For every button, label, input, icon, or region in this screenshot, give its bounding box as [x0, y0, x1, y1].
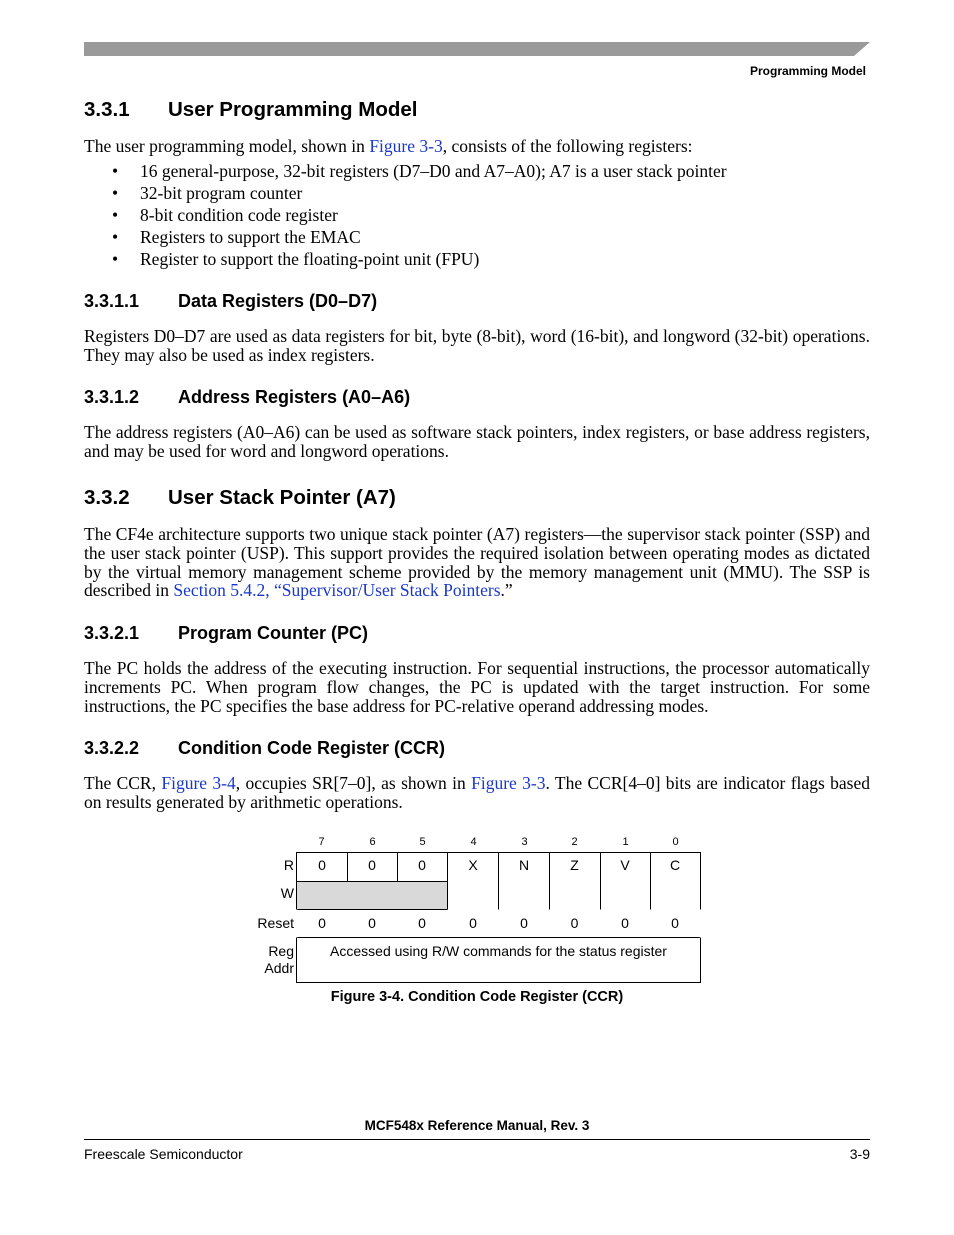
reset-bit-value: 0: [570, 915, 579, 931]
section-heading-3-3-2-2: 3.3.2.2 Condition Code Register (CCR): [84, 738, 445, 758]
r-bit-value: 0: [318, 857, 326, 873]
link-figure-3-4[interactable]: Figure 3-4: [161, 773, 236, 793]
section-heading-3-3-2-1: 3.3.2.1 Program Counter (PC): [84, 623, 369, 643]
row-label-w: W: [280, 885, 294, 901]
list-item: • 8-bit condition code register: [112, 205, 338, 225]
section-heading-3-3-2: 3.3.2 User Stack Pointer (A7): [84, 486, 396, 509]
section-heading-3-3-1-1: 3.3.1.1 Data Registers (D0–D7): [84, 291, 378, 311]
bit-number: 3: [521, 836, 528, 848]
section-3-3-1-intro: The user programming model, shown in Figure 3-3, consists of the following registers:: [84, 136, 693, 156]
bit-number: 2: [571, 836, 578, 848]
bit-number: 0: [672, 836, 679, 848]
r-bit-value: X: [468, 857, 478, 873]
r-bit-value: C: [669, 857, 681, 873]
link-figure-3-3[interactable]: Figure 3-3: [369, 136, 443, 156]
r-bit-value: 0: [368, 857, 376, 873]
running-title: Programming Model: [749, 64, 866, 78]
link-figure-3-3[interactable]: Figure 3-3: [471, 773, 546, 793]
list-item: • Registers to support the EMAC: [112, 227, 361, 247]
section-3-3-1-2-body: The address registers (A0–A6) can be used as software stack pointers, index registers, or base address registers, and may be used for word and longword operations.: [84, 422, 870, 461]
reserved-shade: [297, 881, 447, 909]
section-3-3-2-1-body: The PC holds the address of the executing instruction. For sequential instructions, the processor automatically increments PC. When program flow changes, the PC is updated with the target instruction. For some instructions, the PC specifies the base address for PC-relative operand addressing modes.: [84, 658, 870, 716]
reset-bit-value: 0: [318, 915, 326, 931]
bit-number: 5: [419, 836, 426, 848]
register-address-note: Accessed using R/W commands for the status register: [330, 943, 667, 959]
register-list: [112, 161, 727, 271]
section-3-3-1-1-body: Registers D0–D7 are used as data registers for bit, byte (8-bit), word (16-bit), and longword (32-bit) operations. They may also be used as index registers.: [84, 326, 870, 365]
r-bit-value: 0: [418, 857, 426, 873]
list-item: • 16 general-purpose, 32-bit registers (D7–D0 and A7–A0); A7 is a user stack pointer: [112, 161, 727, 181]
r-bit-value: V: [620, 857, 630, 873]
section-heading-3-3-1: 3.3.1 User Programming Model: [84, 98, 418, 121]
reset-bit-value: 0: [469, 915, 477, 931]
link-section-5-4-2[interactable]: Section 5.4.2, “Supervisor/User Stack Pointers: [173, 580, 501, 601]
r-bit-value: Z: [570, 857, 579, 873]
r-bit-value: N: [518, 857, 530, 873]
row-label-reg-addr: Reg Addr: [264, 943, 294, 976]
list-item: • 32-bit program counter: [112, 183, 303, 203]
row-label-reset: Reset: [257, 915, 294, 931]
reset-bit-value: 0: [671, 915, 679, 931]
section-3-3-2-2-body: The CCR, Figure 3-4, occupies SR[7–0], as shown in Figure 3-3. The CCR[4–0] bits are indicator flags based on results generated by arithmetic operations.: [84, 773, 870, 812]
reset-bit-value: 0: [418, 915, 426, 931]
footer-rule: [84, 1139, 870, 1140]
reset-bit-value: 0: [621, 915, 629, 931]
bit-number: 1: [622, 836, 629, 848]
figure-caption: Figure 3-4. Condition Code Register (CCR): [330, 989, 624, 1005]
reset-bit-value: 0: [520, 915, 528, 931]
section-3-3-2-body: The CF4e architecture supports two unique stack pointer (A7) registers—the supervisor stack pointer (SSP) and the user stack pointer (USP). This support provides the required isolation between operating modes as dictated by the virtual memory management scheme provided by the memory management unit (MMU). The SSP is described in Section 5.4.2, “Supervisor/User Stack Pointers.”: [84, 524, 870, 601]
bit-number: 4: [470, 836, 477, 848]
reset-bit-value: 0: [368, 915, 376, 931]
bit-number: 6: [369, 836, 376, 848]
list-item: • Register to support the floating-point unit (FPU): [112, 249, 480, 269]
section-heading-3-3-1-2: 3.3.1.2 Address Registers (A0–A6): [84, 387, 411, 407]
footer-manual-title: MCF548x Reference Manual, Rev. 3: [364, 1118, 590, 1133]
footer-page-number: 3-9: [849, 1146, 870, 1162]
footer-company: Freescale Semiconductor: [84, 1146, 243, 1162]
header-bar: [84, 42, 870, 56]
bit-number: 7: [318, 836, 325, 848]
row-label-r: R: [283, 857, 294, 873]
